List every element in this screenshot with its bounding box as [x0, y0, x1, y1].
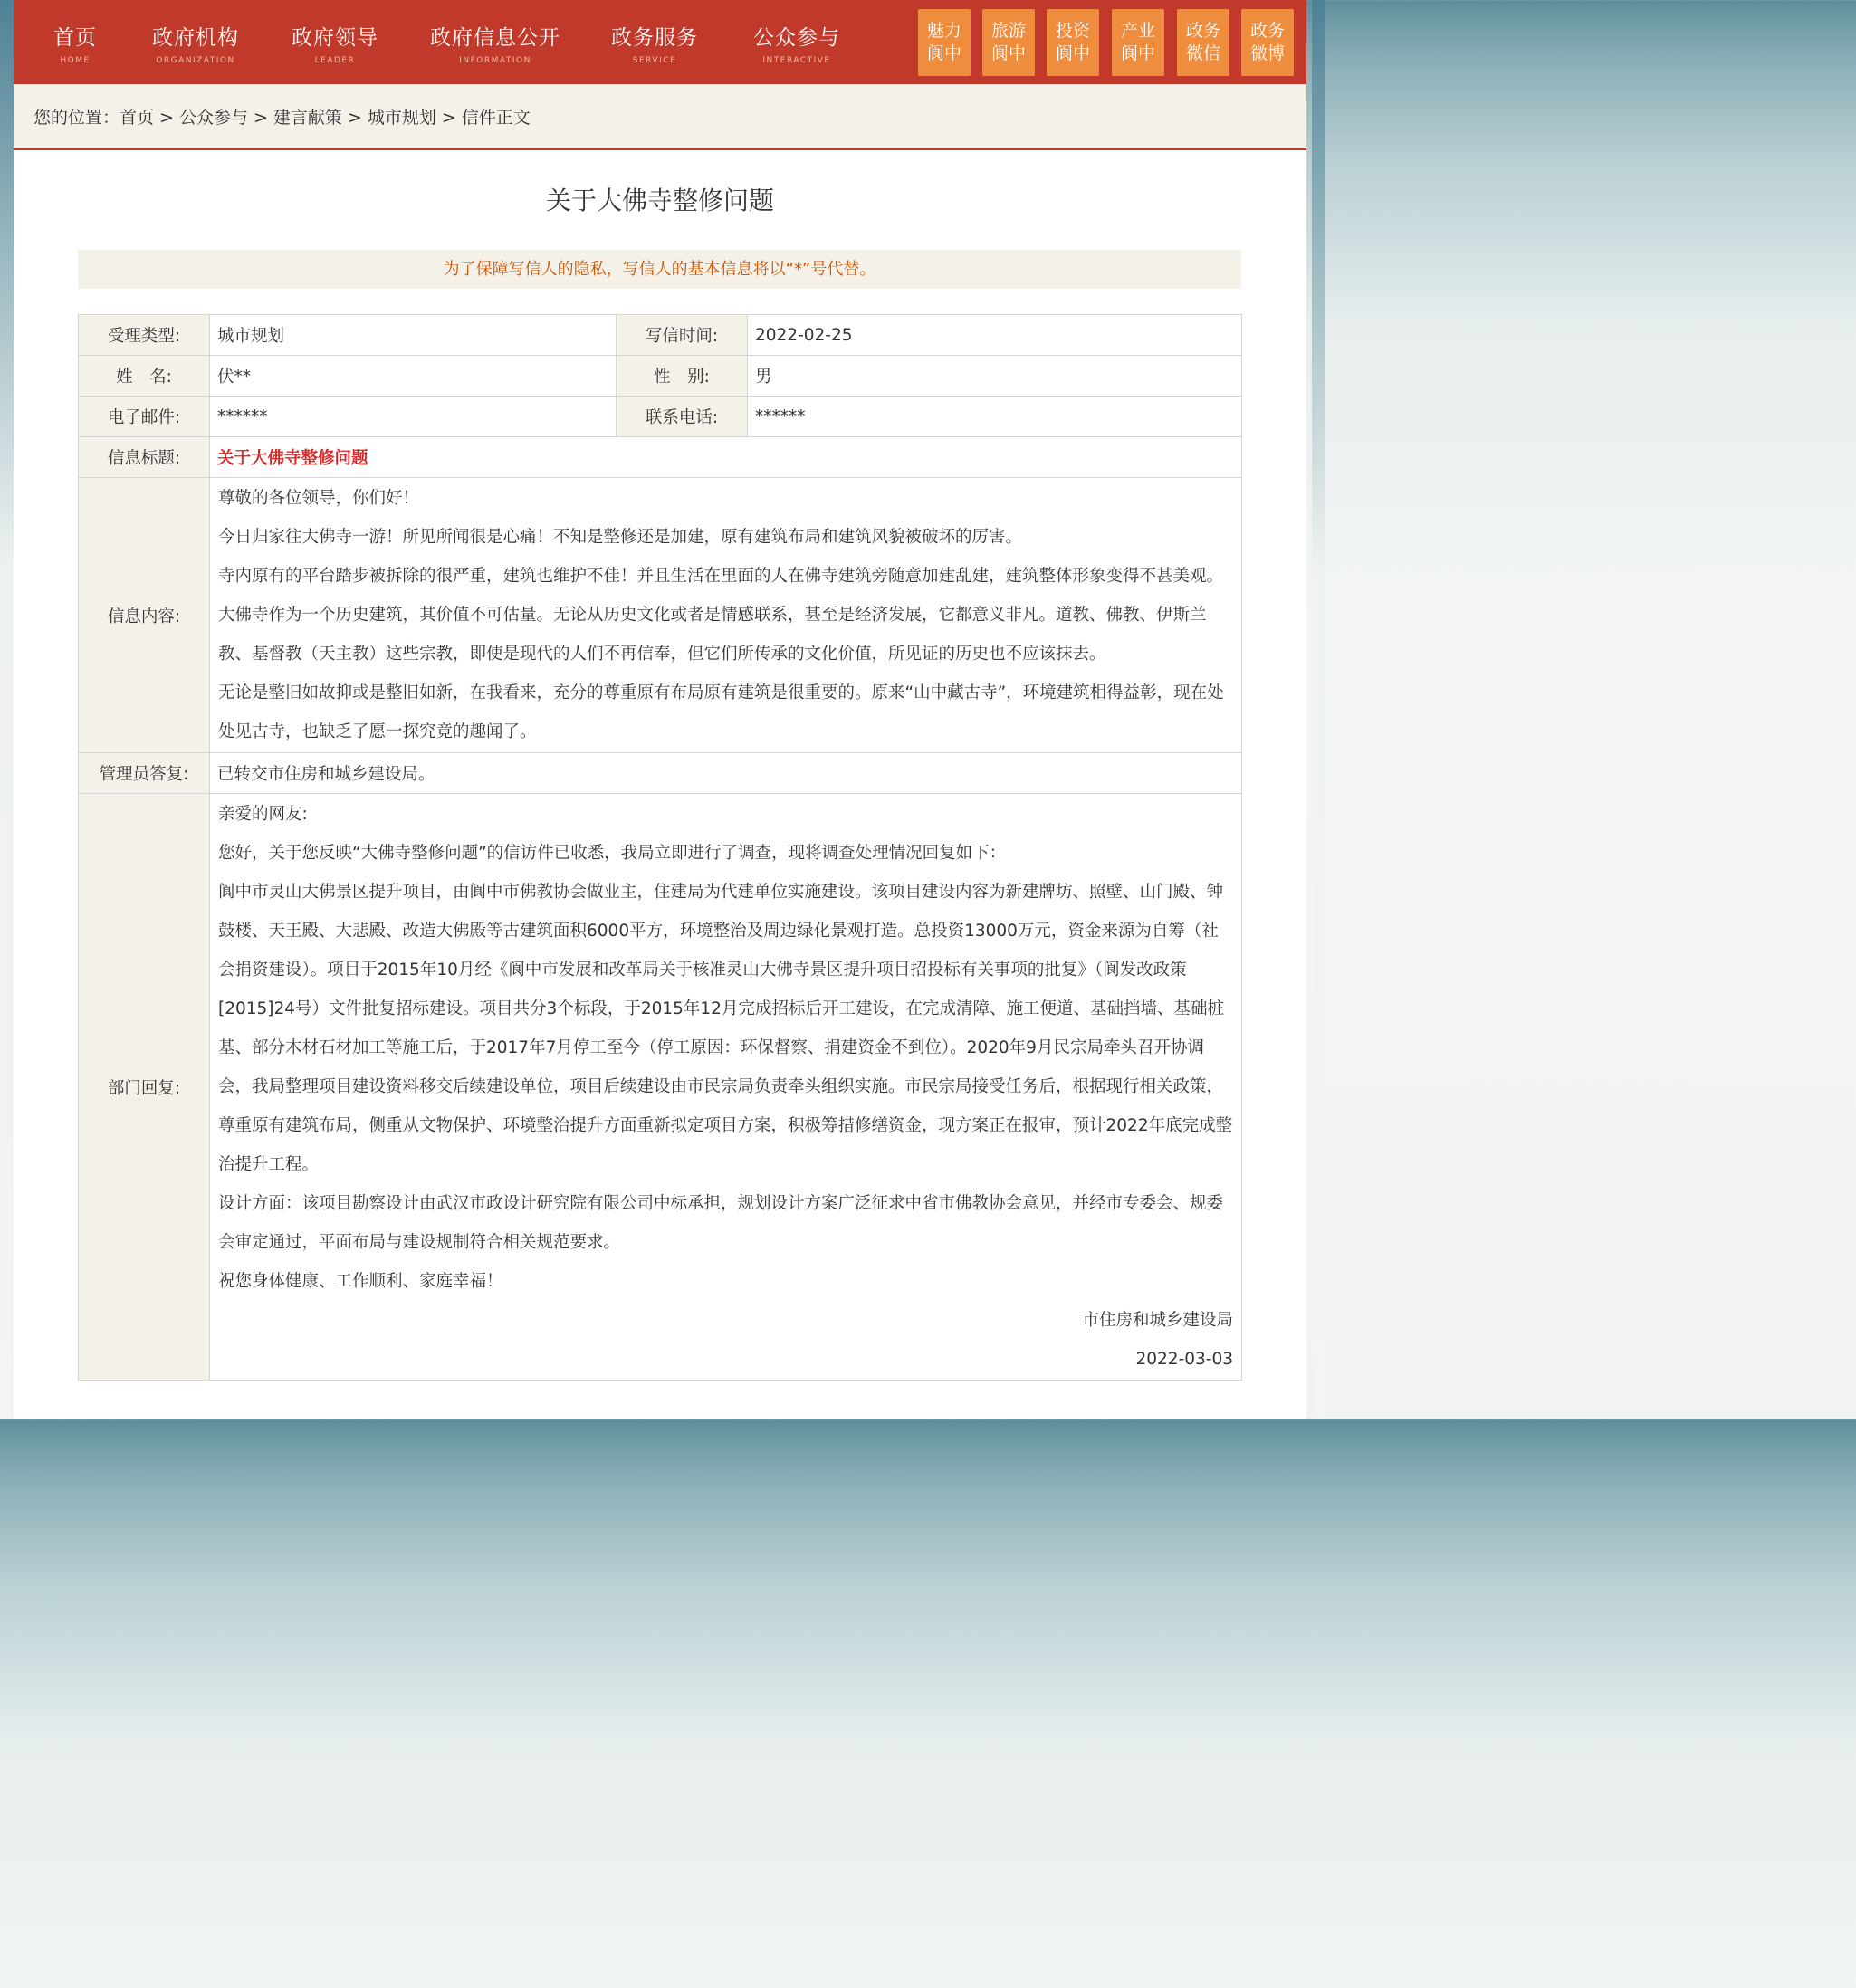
value-dept-reply [210, 794, 1242, 1381]
nav-label: 政府机构 [152, 26, 239, 50]
breadcrumb-link-suggestions[interactable]: 建言献策 [273, 108, 342, 128]
breadcrumb-link-urban-planning[interactable]: 城市规划 [367, 108, 436, 128]
table-row [79, 315, 1242, 356]
left-background-decoration [0, 0, 14, 1419]
quick-link-industry-langzhong[interactable] [1112, 9, 1164, 76]
content-paragraph: 无论是整旧如故抑或是整旧如新，在我看来，充分的尊重原有布局原有建筑是很重要的。原来“山中藏古寺”，环境建筑相得益彰，现在处处见古寺，也缺乏了愿一探究竟的趣闻了。 [218, 683, 1224, 741]
reply-paragraph: 您好，关于您反映“大佛寺整修问题”的信访件已收悉，我局立即进行了调查，现将调查处理情况回复如下： [218, 844, 1007, 863]
label-time: 写信时间: [617, 315, 748, 356]
quick-link-gov-wechat[interactable] [1177, 9, 1229, 76]
table-row [79, 478, 1242, 753]
breadcrumb-prefix: 您的位置： [33, 108, 120, 128]
page-container [14, 0, 1306, 1419]
quick-link-line2: 微博 [1249, 43, 1285, 63]
quick-link-line1: 旅游 [990, 21, 1026, 41]
label-subject: 信息标题: [79, 437, 210, 478]
table-row [79, 397, 1242, 437]
nav-label-en: ORGANIZATION [156, 56, 235, 65]
reply-paragraph: 设计方面：该项目勘察设计由武汉市政设计研究院有限公司中标承担，规划设计方案广泛征求中省市佛教协会意见，并经市专委会、规委会审定通过，平面布局与建设规制符合相关规范要求。 [218, 1194, 1224, 1252]
value-gender: 男 [748, 356, 1242, 397]
nav-label: 公众参与 [753, 26, 840, 50]
breadcrumb-current: 信件正文 [461, 108, 531, 128]
quick-link-line2: 微信 [1185, 43, 1220, 63]
value-subject: 关于大佛寺整修问题 [210, 437, 1242, 478]
quick-link-line1: 产业 [1120, 21, 1155, 41]
table-row [79, 753, 1242, 794]
nav-label: 首页 [53, 26, 97, 50]
nav-item-information[interactable] [427, 24, 563, 67]
quick-link-line1: 魅力 [926, 21, 961, 41]
quick-link-line2: 阆中 [1120, 43, 1155, 63]
quick-link-tourism-langzhong[interactable] [982, 9, 1035, 76]
breadcrumb-separator: > [159, 108, 174, 128]
label-dept-reply: 部门回复: [79, 794, 210, 1381]
nav-item-leader[interactable] [288, 24, 382, 67]
privacy-notice: 为了保障写信人的隐私，写信人的基本信息将以“*”号代替。 [78, 250, 1241, 289]
nav-label-en: LEADER [314, 56, 356, 65]
table-row [79, 437, 1242, 478]
quick-link-line1: 投资 [1055, 21, 1090, 41]
label-admin-reply: 管理员答复: [79, 753, 210, 794]
nav-label-en: INFORMATION [459, 56, 531, 65]
quick-link-line1: 政务 [1249, 21, 1285, 41]
value-email: ****** [210, 397, 617, 437]
quick-link-line2: 阆中 [1055, 43, 1090, 63]
breadcrumb-separator: > [441, 108, 456, 128]
nav-label: 政府领导 [292, 26, 378, 50]
nav-label: 政务服务 [611, 26, 698, 50]
main-navigation [14, 0, 1306, 84]
nav-item-home[interactable] [50, 24, 100, 67]
page-title: 关于大佛寺整修问题 [545, 186, 774, 215]
value-time: 2022-02-25 [748, 315, 1242, 356]
quick-link-line1: 政务 [1185, 21, 1220, 41]
label-type: 受理类型: [79, 315, 210, 356]
reply-signature: 市住房和城乡建设局 [1082, 1311, 1233, 1330]
quick-link-gov-weibo[interactable] [1241, 9, 1294, 76]
value-phone: ****** [748, 397, 1242, 437]
content-paragraph: 大佛寺作为一个历史建筑，其价值不可估量。无论从历史文化或者是情感联系，甚至是经济发展，它都意义非凡。道教、佛教、伊斯兰教、基督教（天主教）这些宗教，即使是现代的人们不再信奉，但它们所传承的文化价值，所见证的历史也不应该抹去。 [218, 606, 1207, 664]
label-content: 信息内容: [79, 478, 210, 753]
breadcrumb-separator: > [347, 108, 362, 128]
nav-label-en: SERVICE [632, 56, 677, 65]
reply-paragraph: 祝您身体健康、工作顺利、家庭幸福！ [218, 1272, 503, 1291]
label-email: 电子邮件: [79, 397, 210, 437]
right-background-decoration [1312, 0, 1325, 1419]
breadcrumb-separator: > [253, 108, 268, 128]
breadcrumb-link-participation[interactable]: 公众参与 [178, 108, 248, 128]
quick-link-charm-langzhong[interactable] [918, 9, 971, 76]
nav-label: 政府信息公开 [430, 26, 560, 50]
value-name: 伏** [210, 356, 617, 397]
reply-paragraph: 亲爱的网友: [218, 805, 308, 824]
breadcrumb [14, 84, 1306, 150]
content-paragraph: 今日归家往大佛寺一游！所见所闻很是心痛！不知是整修还是加建，原有建筑布局和建筑风貌被破坏的厉害。 [218, 528, 1023, 547]
reply-paragraph: 阆中市灵山大佛景区提升项目，由阆中市佛教协会做业主，住建局为代建单位实施建设。该项目建设内容为新建牌坊、照壁、山门殿、钟鼓楼、天王殿、大悲殿、改造大佛殿等古建筑面积6000平方，环境整治及周边绿化景观打造。总投资13000万元，资金来源为自筹（社会捐资建设）。项目于2015年10月经《阆中市发展和改革局关于核准灵山大佛寺景区提升项目招投标有关事项的批复》（阆发改政策[2015]24号）文件批复招标建设。项目共分3个标段，于2015年12月完成招标后开工建设，在完成清障、施工便道、基础挡墙、基础桩基、部分木材石材加工等施工后，于2017年7月停工至今（停工原因：环保督察、捐建资金不到位）。2020年9月民宗局牵头召开协调会，我局整理项目建设资料移交后续建设单位，项目后续建设由市民宗局负责牵头组织实施。市民宗局接受任务后，根据现行相关政策，尊重原有建筑布局，侧重从文物保护、环境整治提升方面重新拟定项目方案，积极筹措修缮资金，现方案正在报审，预计2022年底完成整治提升工程。 [218, 883, 1233, 1174]
nav-item-service[interactable] [608, 24, 702, 67]
nav-item-organization[interactable] [148, 24, 244, 67]
value-content [210, 478, 1242, 753]
quick-link-invest-langzhong[interactable] [1047, 9, 1099, 76]
value-admin-reply: 已转交市住房和城乡建设局。 [210, 753, 1242, 794]
nav-item-interactive[interactable] [749, 24, 845, 67]
nav-label-en: INTERACTIVE [762, 56, 831, 65]
quick-link-line2: 阆中 [990, 43, 1026, 63]
nav-label-en: HOME [60, 56, 91, 65]
label-phone: 联系电话: [617, 397, 748, 437]
value-type: 城市规划 [210, 315, 617, 356]
label-gender: 性 别: [617, 356, 748, 397]
table-row [79, 794, 1242, 1381]
content-paragraph: 寺内原有的平台踏步被拆除的很严重，建筑也维护不佳！并且生活在里面的人在佛寺建筑旁随意加建乱建，建筑整体形象变得不甚美观。 [218, 567, 1224, 586]
reply-date: 2022-03-03 [1135, 1350, 1233, 1369]
label-name: 姓 名: [79, 356, 210, 397]
quick-link-line2: 阆中 [926, 43, 961, 63]
content-paragraph: 尊敬的各位领导，你们好！ [218, 489, 420, 508]
breadcrumb-link-home[interactable]: 首页 [120, 108, 155, 128]
letter-detail-table [78, 314, 1242, 1381]
table-row [79, 356, 1242, 397]
